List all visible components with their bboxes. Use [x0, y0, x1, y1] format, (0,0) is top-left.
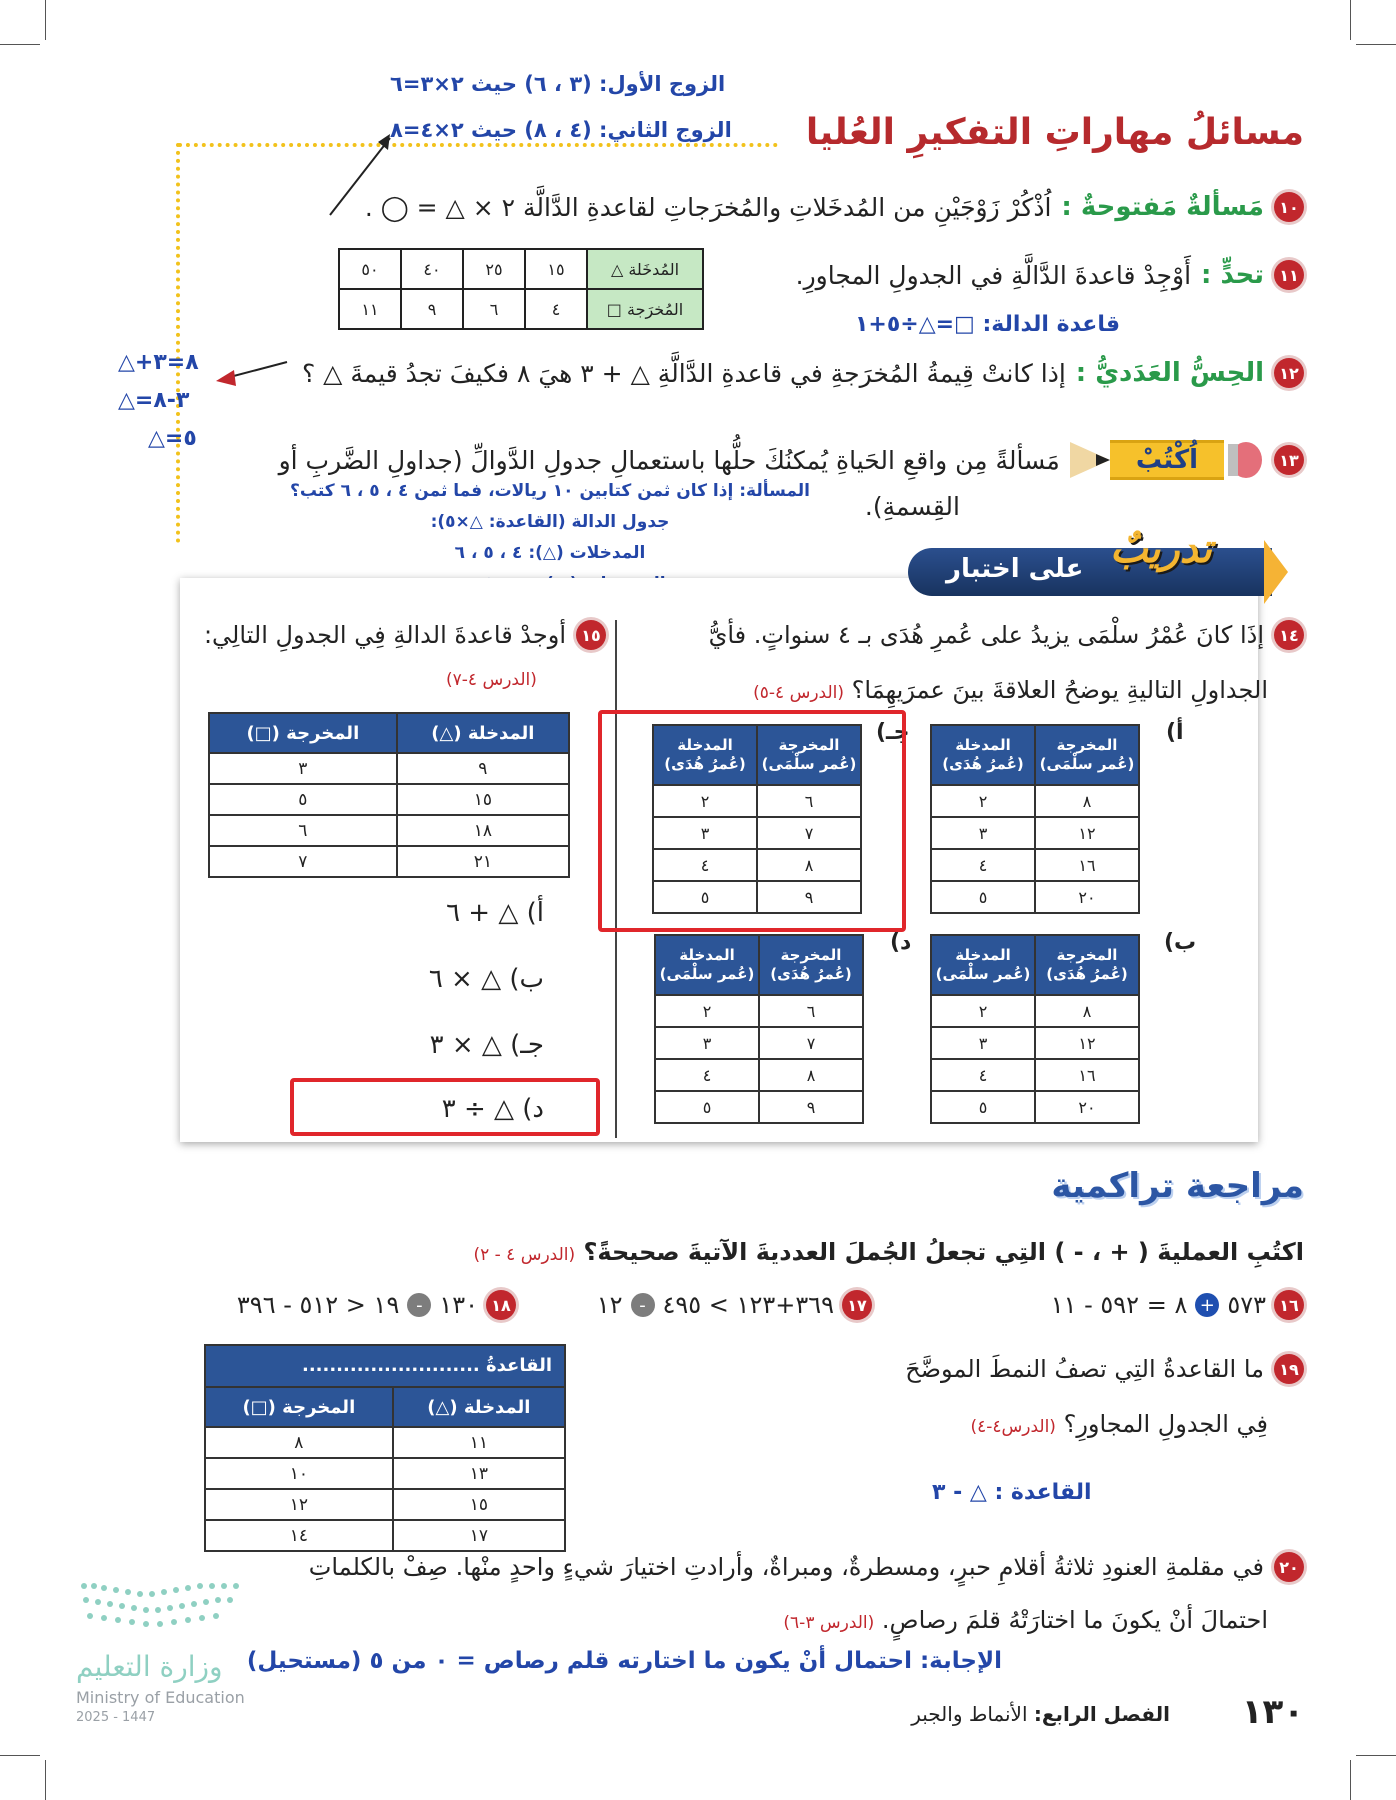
table-cell: ١٣ — [393, 1458, 565, 1489]
table-cell: ٣ — [931, 817, 1035, 849]
answer-highlight — [598, 710, 906, 932]
problem-number: ١٨ — [486, 1290, 516, 1320]
table-cell: ٩ — [757, 881, 861, 913]
input-header: المدخلة (عُمر سلْمَى) — [655, 935, 759, 995]
output-header: المُخرَجة □ — [587, 289, 703, 329]
table-cell: ٥ — [655, 1091, 759, 1123]
lesson-ref: (الدرس ٤-٧) — [446, 670, 537, 690]
problem-20 — [309, 1552, 1304, 1582]
work-line: △=٣-٨ — [118, 388, 190, 413]
ministry-name-en: Ministry of Education — [76, 1688, 245, 1707]
table-cell: ١٦ — [1035, 1059, 1139, 1091]
operator-answer: - — [631, 1293, 655, 1317]
problem-text: الجداولِ التاليةِ يوضحُ العلاقةَ بينَ عمرَيهِمَا؟ — [851, 676, 1268, 704]
table-cell: ٧ — [759, 1027, 863, 1059]
problem-14 — [709, 620, 1304, 650]
input-header: المدخلة (عُمرُ هُدَى) — [653, 725, 757, 785]
output-header: المخرجة (عُمر سلْمَى) — [757, 725, 861, 785]
table-cell: ٩ — [397, 753, 569, 784]
input-header: المدخلة (△) — [397, 713, 569, 753]
lesson-ref: (الدرس٤-٤) — [970, 1417, 1056, 1437]
table-cell: ١٢ — [1035, 817, 1139, 849]
banner-text: على اختبار — [946, 554, 1084, 584]
table-cell: ١٥ — [525, 249, 587, 289]
problem-label: تحدٍّ : — [1201, 260, 1264, 290]
problem-18 — [237, 1290, 516, 1320]
table-cell: ٢ — [655, 995, 759, 1027]
table-cell: ٣ — [655, 1027, 759, 1059]
problem-text: في مقلمةِ العنودِ ثلاثةُ أقلامِ حبرٍ، ومسطرةٌ، ومبراةٌ، وأرادتِ اختيارَ شيءٍ واحدٍ منْها. صِفْ بالكلماتِ — [308, 1553, 1264, 1581]
answer-highlight — [290, 1078, 600, 1136]
pair2-note: الزوج الثاني: (٤ ، ٨) حيث ٢×٤=٨ — [390, 118, 732, 142]
table-cell: ٥ — [931, 881, 1035, 913]
table-cell: ٨ — [1035, 785, 1139, 817]
table-cell: ٤ — [655, 1059, 759, 1091]
table-cell: ٣ — [209, 753, 397, 784]
problem-11 — [796, 260, 1304, 290]
table-cell: ١٥ — [393, 1489, 565, 1520]
p20-answer: الإجابة: احتمال أنْ يكون ما اختارته قلم رصاص = ٠ من ٥ (مستحيل) — [246, 1648, 1002, 1674]
table-cell: ٥ — [209, 784, 397, 815]
expr: ٣٦٩+١٢٣ > ٤٩٥ — [662, 1291, 834, 1319]
table-cell: ٦ — [463, 289, 525, 329]
lesson-ref: (الدرس ٣-٦) — [783, 1613, 875, 1633]
input-header: المدخلة (عُمر سلْمَى) — [931, 935, 1035, 995]
problem-number: ١٣ — [1274, 445, 1304, 475]
answer-line: المدخلات (△): ٤ ، ٥ ، ٦ — [454, 543, 646, 563]
problem-text: مَسألةً مِن واقعِ الحَياةِ يُمكنُكَ حلُّها باستعمالِ جدولِ الدَّوالِّ (جداولِ الضَّربِ أو — [278, 445, 1060, 475]
table-cell: ١٢ — [205, 1489, 393, 1520]
option-d-table — [654, 934, 864, 1124]
table-cell: ٥ — [931, 1091, 1035, 1123]
option-letter: ب) — [1164, 930, 1197, 955]
p19-answer: القاعدة : △ - ٣ — [932, 1480, 1092, 1505]
table-cell: ٨ — [205, 1427, 393, 1458]
p19-table — [204, 1386, 566, 1552]
output-header: المخرجة (□) — [205, 1387, 393, 1427]
table-cell: ١٧ — [393, 1520, 565, 1551]
table-title: القاعدةُ .......................... — [204, 1344, 566, 1386]
ministry-logo-icon — [76, 1576, 246, 1632]
page-number: ١٣٠ — [1241, 1692, 1304, 1732]
problem-number: ١٧ — [842, 1290, 872, 1320]
write-label: اُكْتُبْ — [1110, 440, 1224, 480]
table-cell: ٩ — [759, 1091, 863, 1123]
operator-answer: + — [1195, 1293, 1219, 1317]
problem-19 — [905, 1354, 1304, 1384]
choice-b: ب) △ × ٦ — [428, 964, 544, 994]
pair1-note: الزوج الأول: (٣ ، ٦) حيث ٢×٣=٦ — [390, 72, 726, 96]
arrow-icon — [200, 130, 400, 240]
problem-number: ١٥ — [576, 620, 606, 650]
problem-number: ١٢ — [1274, 358, 1304, 388]
operator-answer: - — [407, 1293, 431, 1317]
problem-number: ١١ — [1274, 260, 1304, 290]
expr: ٥٧٣ — [1227, 1291, 1266, 1319]
problem-text: اُذْكُرْ زَوْجَيْنِ من المُدخَلاتِ والمُخرَجاتِ لقاعدةِ الدَّالَّة ٢ × △ = ◯ . — [364, 192, 1052, 222]
chapter-name: الأنماط والجبر — [911, 1702, 1028, 1726]
lesson-ref: (الدرس ٤-٥) — [753, 683, 845, 703]
problem-text-2 — [753, 676, 1268, 704]
problem-number: ١٦ — [1274, 1290, 1304, 1320]
review-title: مراجعة تراكمية — [1051, 1166, 1304, 1206]
option-a-table — [930, 724, 1140, 914]
table-cell: ١١ — [339, 289, 401, 329]
ministry-year: 2025 - 1447 — [76, 1710, 156, 1725]
option-letter: د) — [890, 930, 912, 955]
work-line: △=٥ — [148, 426, 197, 451]
expr: ١٢ — [596, 1291, 623, 1319]
expr: ٨ = ٥٩٢ - ١١ — [1050, 1291, 1188, 1319]
banner-script: تدريبٌ — [1110, 526, 1212, 572]
problem-number: ١٩ — [1274, 1354, 1304, 1384]
ministry-name-ar: وزارة التعليم — [76, 1650, 223, 1683]
problem-text-2 — [970, 1410, 1268, 1438]
table-cell: ١٠ — [205, 1458, 393, 1489]
choice-d: د) △ ÷ ٣ — [441, 1094, 544, 1124]
output-header: المخرجة (□) — [209, 713, 397, 753]
answer-line: جدول الدالة (القاعدة: △×٥): — [430, 512, 670, 532]
banner-arrow-icon — [1264, 540, 1288, 604]
instruction-text: اكتُبِ العمليةَ ( + ، - ) التِي تجعلُ الجُملَ العدديةَ الآتيةَ صحيحةً؟ — [583, 1238, 1304, 1266]
problem-text-2: القِسمةِ). — [864, 492, 960, 521]
input-header: المُدخَلة △ — [587, 249, 703, 289]
table-cell: ١٨ — [397, 815, 569, 846]
problem-label: الحِسُّ العَدَديُّ : — [1075, 358, 1264, 388]
table-cell: ٣ — [653, 817, 757, 849]
table-cell: ٢٠ — [1035, 1091, 1139, 1123]
table-cell: ٣ — [931, 1027, 1035, 1059]
crop-mark — [1356, 1755, 1396, 1756]
input-header: المدخلة (عُمرُ هُدَى) — [931, 725, 1035, 785]
pencil-icon — [1070, 438, 1264, 482]
crop-mark — [45, 1760, 46, 1800]
table-cell: ١٥ — [397, 784, 569, 815]
table-cell: ٨ — [1035, 995, 1139, 1027]
option-letter: جـ) — [876, 720, 910, 745]
input-header: المدخلة (△) — [393, 1387, 565, 1427]
table-cell: ١٦ — [1035, 849, 1139, 881]
table-cell: ٢١ — [397, 846, 569, 877]
p11-rule-table — [338, 248, 704, 330]
table-cell: ٢ — [931, 995, 1035, 1027]
table-cell: ٦ — [757, 785, 861, 817]
problem-text: أَوْجِدْ قاعدةَ الدَّالَّةِ في الجدولِ المجاورِ. — [795, 260, 1192, 290]
expr: ١٩ < ٥١٢ - ٣٩٦ — [236, 1291, 400, 1319]
table-cell: ٥٠ — [339, 249, 401, 289]
table-cell: ١٤ — [205, 1520, 393, 1551]
dotted-guide — [176, 143, 180, 543]
table-cell: ٤ — [931, 849, 1035, 881]
option-letter: أ) — [1166, 720, 1184, 745]
choice-a: أ) △ + ٦ — [446, 898, 544, 928]
problem-text: ما القاعدةُ التِي تصفُ النمطَ الموضَّحَ — [905, 1355, 1264, 1383]
p11-answer: قاعدة الدالة: □=△÷٥+١ — [854, 312, 1120, 337]
table-cell: ٨ — [759, 1059, 863, 1091]
table-cell: ٧ — [757, 817, 861, 849]
work-line: △+٨=٣ — [118, 350, 199, 375]
output-header: المخرجة (عُمرُ هُدَى) — [759, 935, 863, 995]
problem-number: ٢٠ — [1274, 1552, 1304, 1582]
problem-12 — [302, 358, 1304, 388]
table-cell: ٤٠ — [401, 249, 463, 289]
table-cell: ٦ — [209, 815, 397, 846]
problem-text: إذَا كانَ عُمْرُ سلْمَى يزيدُ على عُمرِ هُدَى بـ ٤ سنواتٍ. فأيُّ — [708, 621, 1264, 649]
crop-mark — [0, 1755, 40, 1756]
table-cell: ٤ — [653, 849, 757, 881]
arrow-icon — [212, 356, 292, 396]
choice-c: جـ) △ × ٣ — [429, 1030, 544, 1060]
review-instructions — [473, 1238, 1304, 1266]
p15-table — [208, 712, 570, 878]
option-b-table — [930, 934, 1140, 1124]
table-cell: ٢ — [653, 785, 757, 817]
table-cell: ١١ — [393, 1427, 565, 1458]
problem-label: مَسألةٌ مَفتوحةٌ : — [1061, 192, 1264, 222]
problem-text: فِي الجدولِ المجاورِ؟ — [1063, 1410, 1268, 1438]
section-title: مسائلُ مهاراتِ التفكيرِ العُليا — [805, 112, 1304, 153]
problem-16 — [1051, 1290, 1304, 1320]
problem-text: احتمالَ أنْ يكونَ ما اختارَتْهُ قلمَ رصاصٍ. — [881, 1606, 1268, 1634]
problem-text: إذا كانتْ قِيمةُ المُخرَجةِ في قاعدةِ الدَّالَّةِ △ + ٣ هيَ ٨ فكيفَ تجدُ قيمةَ △ ؟ — [301, 358, 1066, 388]
output-header: المخرجة (عُمر سلْمَى) — [1035, 725, 1139, 785]
crop-mark — [1350, 0, 1351, 40]
crop-mark — [45, 0, 46, 40]
crop-mark — [1350, 1760, 1351, 1800]
table-cell: ٨ — [757, 849, 861, 881]
table-cell: ٩ — [401, 289, 463, 329]
problem-17 — [597, 1290, 872, 1320]
output-header: المخرجة (عُمرُ هُدَى) — [1035, 935, 1139, 995]
table-cell: ٢ — [931, 785, 1035, 817]
problem-number: ١٠ — [1274, 192, 1304, 222]
problem-15 — [204, 620, 606, 650]
crop-mark — [1356, 44, 1396, 45]
chapter-label: الفصل الرابع: — [1033, 1702, 1170, 1726]
problem-number: ١٤ — [1274, 620, 1304, 650]
table-cell: ١٢ — [1035, 1027, 1139, 1059]
table-cell: ٦ — [759, 995, 863, 1027]
table-cell: ٥ — [653, 881, 757, 913]
problem-text: أوجدْ قاعدةَ الدالةِ فِي الجدولِ التالِي: — [203, 621, 566, 649]
problem-10 — [365, 192, 1304, 222]
p12-work — [118, 344, 199, 458]
table-cell: ٤ — [525, 289, 587, 329]
table-cell: ٤ — [931, 1059, 1035, 1091]
table-cell: ٢٥ — [463, 249, 525, 289]
answer-line: المسألة: إذا كان ثمن كتابين ١٠ ريالات، فما ثمن ٤ ، ٥ ، ٦ كتب؟ — [289, 481, 810, 501]
table-cell: ٢٠ — [1035, 881, 1139, 913]
problem-text-2 — [783, 1606, 1268, 1634]
table-cell: ٧ — [209, 846, 397, 877]
lesson-ref: (الدرس ٤ - ٢) — [473, 1245, 576, 1265]
chapter-footer — [911, 1702, 1170, 1726]
crop-mark — [0, 44, 40, 45]
expr: ١٣٠ — [439, 1291, 478, 1319]
